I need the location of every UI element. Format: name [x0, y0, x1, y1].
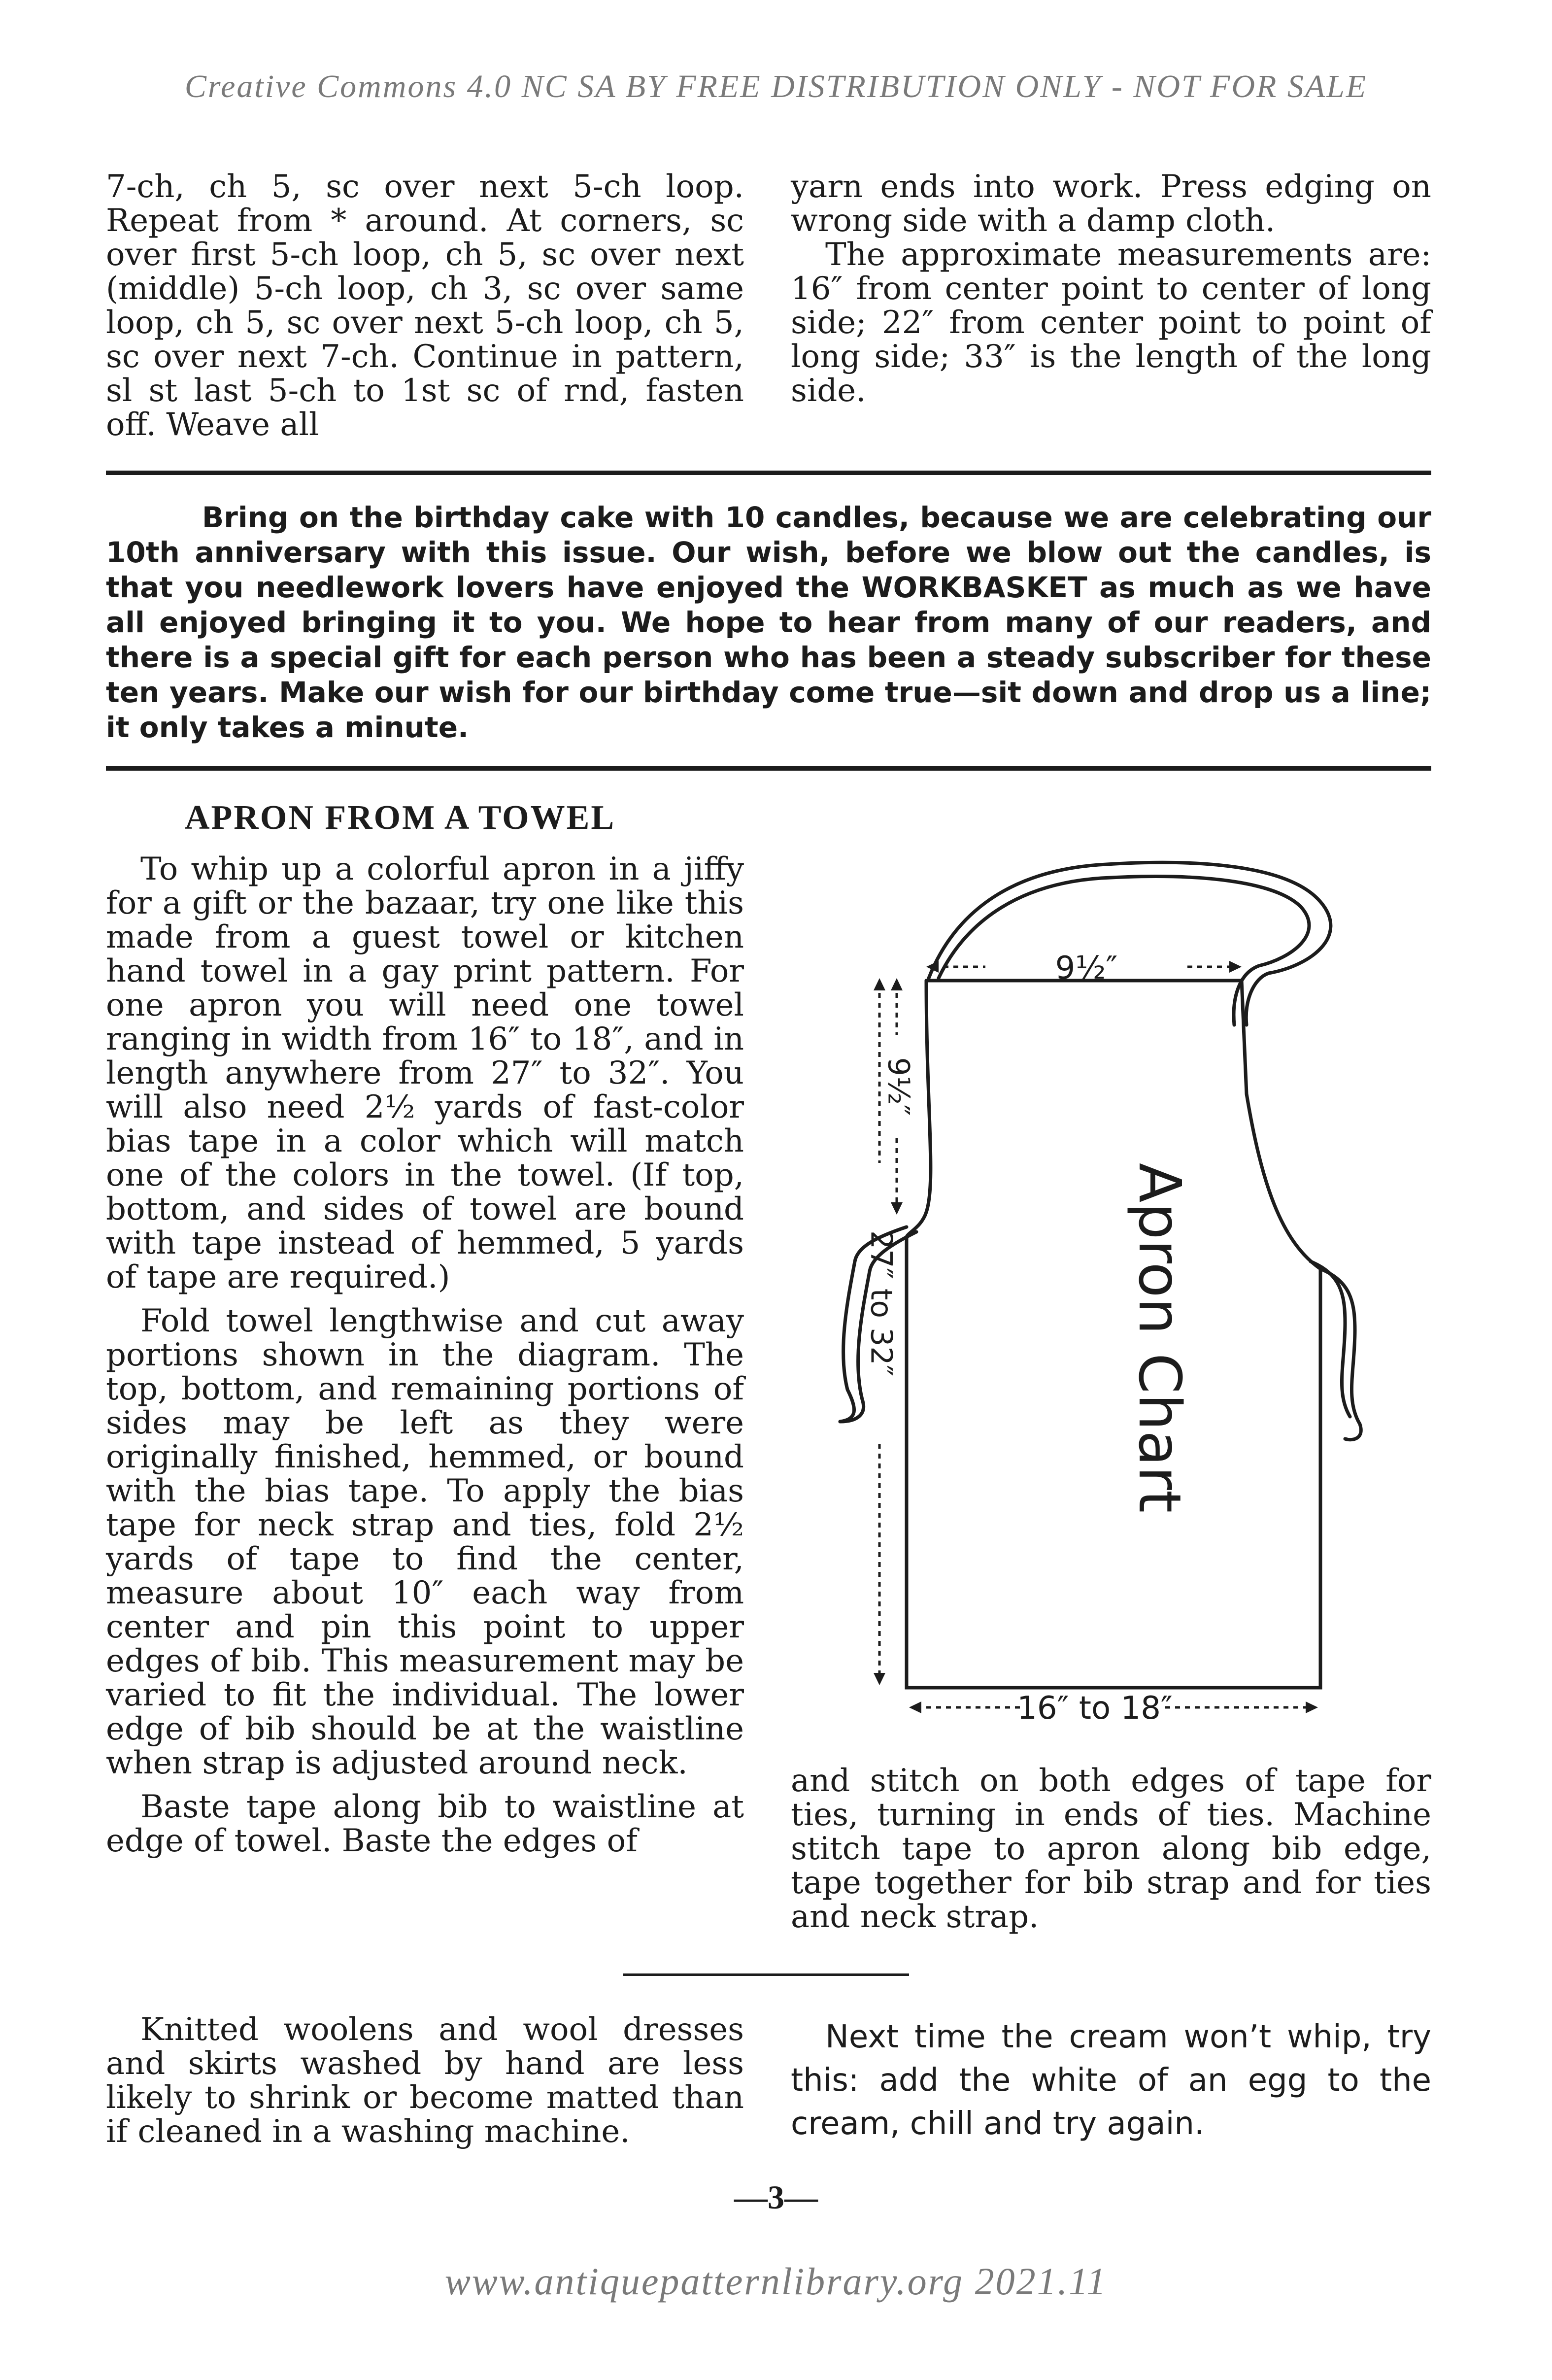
edging-finish-column	[791, 170, 1431, 408]
measurements-text: The approximate measurements are: 16″ from center point to center of long side; 22″ from center point to point of long side; 33″ is the length of the long side.	[791, 237, 1431, 409]
anniversary-notice: Bring on the birthday cake with 10 candles, because we are celebrating our 10th anniversary with this issue. Our wish, before we blow out the candles, is that you needlework lovers have enjoyed the WORKBASKET as much as we have all enjoyed bringing it to you. We hope to hear from many of our readers, and there is a special gift for each person who has been a steady subscriber for these ten years. Make our wish for our birthday come true—sit down and drop us a line; it only takes a minute.	[106, 501, 1431, 744]
divider-rule-top	[106, 471, 1431, 475]
crochet-instructions-continued	[106, 170, 744, 442]
bottom-width-label: 16″ to 18″	[1017, 1690, 1173, 1727]
apron-paragraph-1: To whip up a colorful apron in a jiffy for a gift or the bazaar, try one like this made from a guest towel or kitchen hand towel in a gay print pattern. For one apron you will need one towel ranging in width from 16″ to 18″, and in length anywhere from 27″ to 32″. You will also need 2½ yards of fast-color bias tape in a color which will match one of the colors in the towel. (If top, bottom, and sides of towel are bound with tape instead of hemmed, 5 yards of tape are required.)	[106, 851, 744, 1295]
cream-tip	[791, 2015, 1431, 2145]
woolens-tip-text: Knitted woolens and wool dresses and skirts washed by hand are less likely to shrink or become matted than if cleaned in a washing machine.	[106, 2011, 744, 2150]
cream-tip-text: Next time the cream won’t whip, try this: add the white of an egg to the cream, chill and try again.	[791, 2019, 1431, 2142]
page-number: —3—	[734, 2178, 818, 2216]
edging-finish-text: yarn ends into work. Press edging on wrong side with a damp cloth.	[791, 169, 1431, 239]
source-footer: www.antiquepatternlibrary.org 2021.11	[444, 2260, 1108, 2303]
woolens-tip	[106, 2013, 744, 2149]
short-divider	[623, 1973, 909, 1976]
length-label: 27″ to 32″	[864, 1230, 899, 1376]
apron-chart-diagram	[808, 833, 1439, 1739]
license-header: Creative Commons 4.0 NC SA BY FREE DISTRIBUTION ONLY - NOT FOR SALE	[184, 68, 1368, 104]
apron-paragraph-4: and stitch on both edges of tape for ties, turning in ends of ties. Machine stitch tape to apron along bib edge, tape together for bib strap and for ties and neck strap.	[791, 1763, 1431, 1935]
crochet-text: 7-ch, ch 5, sc over next 5-ch loop. Repeat from * around. At corners, sc over first 5-ch loop, ch 5, sc over next (middle) 5-ch loop, ch 3, sc over same loop, ch 5, sc over next 5-ch loop, ch 5, sc over next 7-ch. Continue in pattern, sl st last 5-ch to 1st sc of rnd, fasten off. Weave all	[106, 169, 744, 443]
chart-title: Apron Chart	[1125, 1162, 1194, 1513]
bib-height-label: 9½″	[881, 1057, 916, 1116]
apron-paragraph-3: Baste tape along bib to waistline at edge of towel. Baste the edges of	[106, 1789, 744, 1859]
divider-rule-bottom	[106, 766, 1431, 771]
bib-width-label: 9½″	[1055, 950, 1118, 986]
apron-paragraph-2: Fold towel lengthwise and cut away portions shown in the diagram. The top, bottom, and remaining portions of sides may be left as they were originally finished, hemmed, or bound with the bias tape. To apply the bias tape for neck strap and ties, fold 2½ yards of tape to find the center, measure about 10″ each way from center and pin this point to upper edges of bib. This measurement may be varied to fit the individual. The lower edge of bib should be at the waistline when strap is adjusted around neck.	[106, 1303, 744, 1781]
apron-instructions-left	[106, 852, 744, 1858]
apron-instructions-right	[791, 1764, 1431, 1934]
article-title: APRON FROM A TOWEL	[185, 799, 616, 837]
